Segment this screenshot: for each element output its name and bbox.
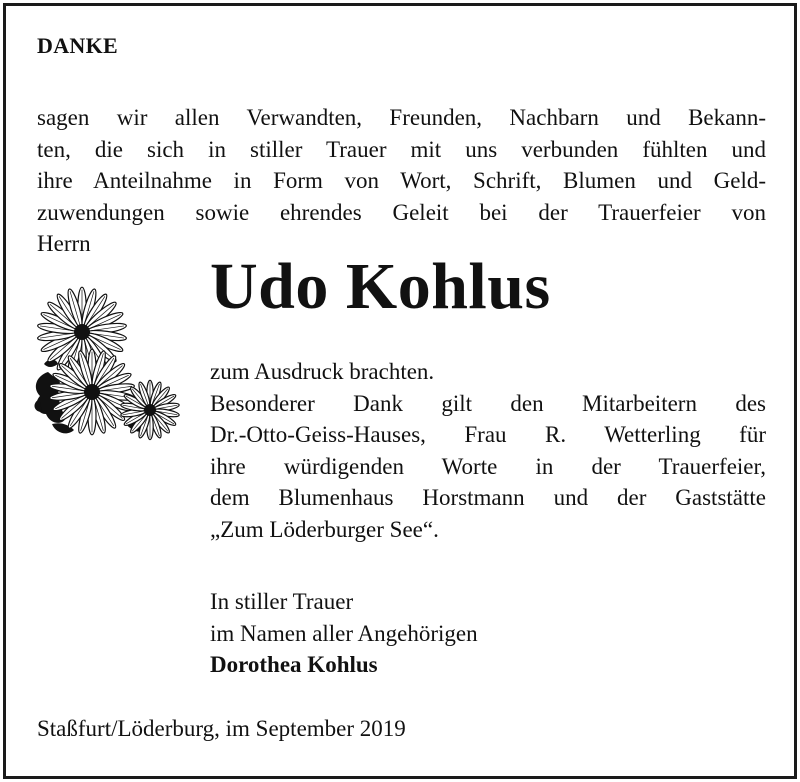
notice-heading: DANKE — [37, 33, 118, 58]
intro-paragraph — [37, 102, 766, 260]
body-line: ihre würdigenden Worte in der Trauerfeier, — [210, 453, 766, 479]
intro-line: zuwendungen sowie ehrendes Geleit bei der Trauerfeier von — [37, 199, 766, 225]
signoff-line: im Namen aller Angehörigen — [210, 620, 478, 646]
body-line: Dr.-Otto-Geiss-Hauses, Frau R. Wetterling für — [210, 422, 766, 447]
intro-line: Herrn — [37, 231, 91, 256]
thanks-paragraph — [210, 356, 766, 545]
intro-line: sagen wir allen Verwandten, Freunden, Nachbarn und Bekann- — [37, 105, 766, 130]
body-line: „Zum Löderburger See“. — [210, 516, 439, 542]
body-line: Besonderer Dank gilt den Mitarbeitern des — [210, 390, 766, 416]
deceased-name: Udo Kohlus — [210, 250, 551, 323]
daisy-flowers-icon — [30, 284, 192, 452]
body-line: zum Ausdruck brachten. — [210, 359, 435, 384]
intro-line: ten, die sich in stiller Trauer mit uns verbunden fühlten und — [37, 136, 766, 162]
place-date: Staßfurt/Löderburg, im September 2019 — [37, 716, 406, 741]
signer-name: Dorothea Kohlus — [210, 652, 378, 677]
body-line: dem Blumenhaus Horstmann und der Gaststätte — [210, 485, 766, 510]
intro-line: ihre Anteilnahme in Form von Wort, Schrift, Blumen und Geld- — [37, 168, 766, 193]
signoff-line: In stiller Trauer — [210, 589, 354, 614]
signoff-block — [210, 586, 478, 681]
